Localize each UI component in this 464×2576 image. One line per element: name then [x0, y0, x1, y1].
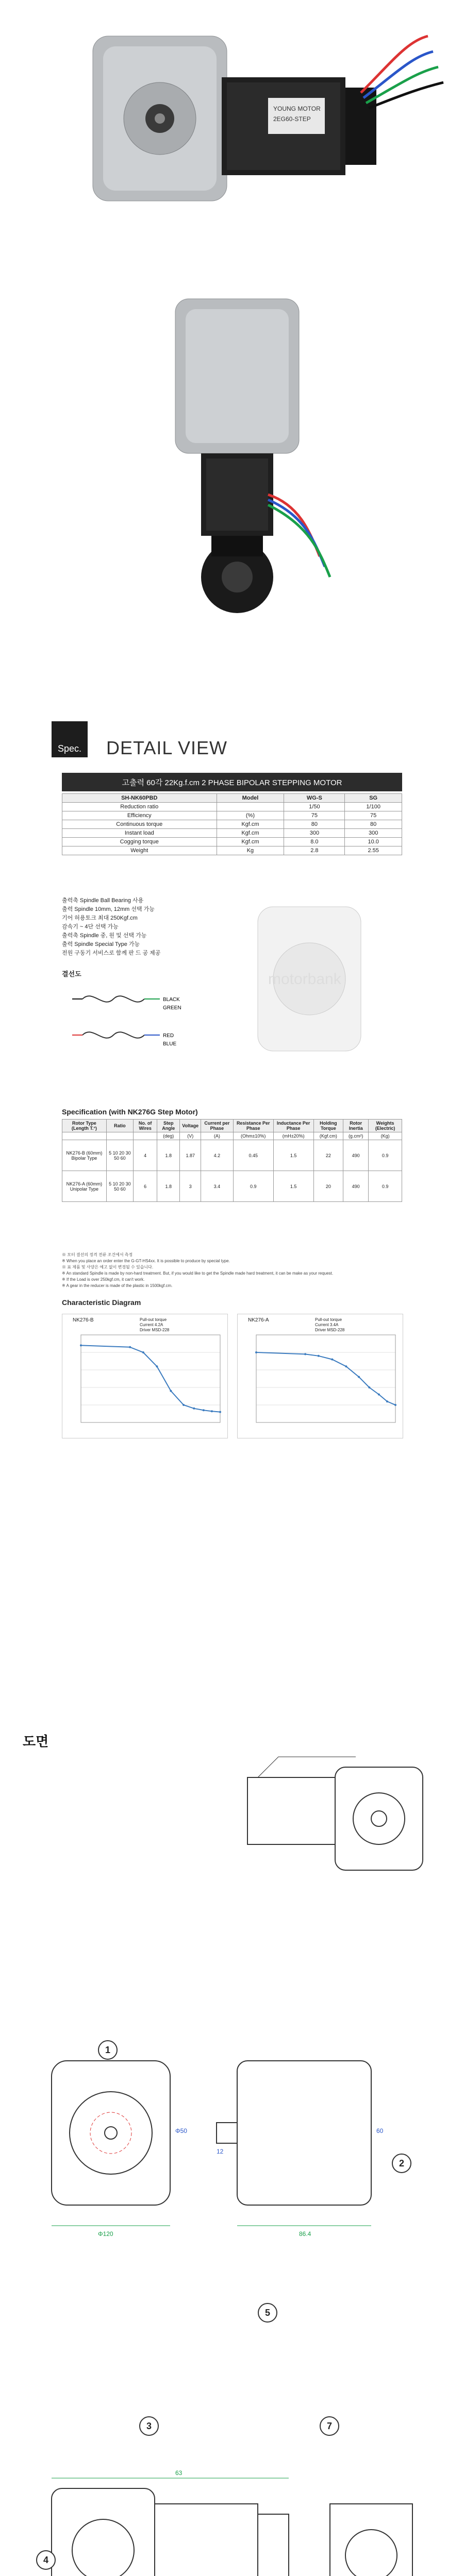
table-header-cell: Resistance Per Phase [233, 1120, 273, 1132]
chart-point [183, 1404, 185, 1406]
table-header-cell: Holding Torque [313, 1120, 343, 1132]
table-header-cell: SH-NK60PBD [62, 794, 217, 803]
table-cell: 2.8 [284, 846, 345, 855]
table-cell: 22 [313, 1140, 343, 1171]
drawing-iso-view [227, 1747, 443, 1901]
table-cell [134, 1132, 157, 1140]
table-cell: (V) [180, 1132, 201, 1140]
table-header-cell: Current per Phase [201, 1120, 233, 1132]
footnote: ※ If the Load is over 250kgf.cm, it can't work. [62, 1277, 145, 1282]
spec-table [62, 793, 402, 855]
spec-table-caption: 고출력 60각 22Kg.f.cm 2 PHASE BIPOLAR STEPPING MOTOR [62, 773, 402, 791]
chart-left [62, 1314, 228, 1438]
table-cell: 1.5 [273, 1171, 313, 1202]
footnote: ※ An standard Spindle is made by non-hard treatment. But, if you would like to get the Spindle made hard treatment, it can be make as your request. [62, 1271, 334, 1276]
table-row [62, 846, 402, 855]
dim-label: 60 [376, 2127, 384, 2134]
chart-legend-item: Current 4.2A [140, 1323, 163, 1327]
note-item: 감속기 ~ 4단 선택 가능 [62, 924, 119, 930]
chart-legend-item: Pull-out torque [140, 1317, 167, 1322]
table-cell: 75 [345, 811, 402, 820]
chart-point [193, 1408, 195, 1410]
table-cell: Cogging torque [62, 838, 217, 846]
notes-list [62, 896, 237, 958]
table-cell: Kgf.cm [217, 829, 284, 838]
table-header-cell: WG-S [284, 794, 345, 803]
note-item: 출력축 Spindle Ball Bearing 사용 [62, 897, 144, 904]
table-row [62, 838, 402, 846]
table-cell: (deg) [157, 1132, 180, 1140]
motor-spec-table [62, 1119, 402, 1202]
table-cell: 1.5 [273, 1140, 313, 1171]
table-row [62, 1171, 402, 1202]
table-cell: 490 [343, 1171, 369, 1202]
table-header-cell: No. of Wires [134, 1120, 157, 1132]
table-cell: 2.55 [345, 846, 402, 855]
table-cell: 300 [284, 829, 345, 838]
wire-label: GREEN [163, 1005, 181, 1011]
chart-legend-item: Current 3.4A [315, 1323, 339, 1327]
chart-point [255, 1351, 257, 1353]
table-cell: 6 [134, 1171, 157, 1202]
table-cell: Reduction ratio [62, 803, 217, 811]
table-cell: (mH±20%) [273, 1132, 313, 1140]
characteristic-heading: Characteristic Diagram [62, 1298, 141, 1307]
chart-point [318, 1355, 320, 1357]
table-cell: 1/50 [284, 803, 345, 811]
table-row [62, 1120, 402, 1132]
table-cell: Kgf.cm [217, 838, 284, 846]
table-header-cell: Voltage [180, 1120, 201, 1132]
table-cell: 3.4 [201, 1171, 233, 1202]
table-cell: 1.8 [157, 1140, 180, 1171]
footnote: ※ 표 제품 및 사양은 예고 없이 변경될 수 있습니다. [62, 1265, 154, 1269]
chart-point [203, 1409, 205, 1411]
table-cell: (Kgf.cm) [313, 1132, 343, 1140]
motor-spec-footnotes [62, 1252, 402, 1289]
chart-point [358, 1376, 360, 1378]
table-cell: (%) [217, 811, 284, 820]
chart-point [394, 1404, 396, 1406]
spec-table-wrap [62, 793, 402, 855]
table-header-cell: Rotor Type (Length T.°) [62, 1120, 107, 1132]
dim-label: 12 [217, 2148, 224, 2155]
dim-label: Φ120 [98, 2230, 113, 2238]
wire-label: RED [163, 1033, 174, 1039]
table-cell: Weight [62, 846, 217, 855]
table-cell: Instant load [62, 829, 217, 838]
table-cell [217, 803, 284, 811]
drawing-section-view [21, 2458, 443, 2576]
callout-3: 3 [139, 2416, 159, 2436]
wiring-schematic [62, 978, 217, 1097]
table-cell: Kg [217, 846, 284, 855]
table-cell: 20 [313, 1171, 343, 1202]
chart-point [386, 1400, 388, 1402]
chart-point [80, 1344, 82, 1346]
table-header-cell: Ratio [106, 1120, 133, 1132]
note-item: 출력 Spindle 10mm, 12mm 선택 가능 [62, 906, 155, 912]
table-cell: NK276-B (60mm) Bipolar Type [62, 1140, 107, 1171]
chart-point [304, 1353, 306, 1355]
table-cell: 1.87 [180, 1140, 201, 1171]
chart-right-title: NK276-A [248, 1317, 269, 1323]
table-row [62, 794, 402, 803]
watermark-text: motorbank [268, 971, 341, 988]
table-cell: 4 [134, 1140, 157, 1171]
callout-2: 2 [392, 2154, 411, 2173]
table-row [62, 811, 402, 820]
table-cell: 3 [180, 1171, 201, 1202]
table-row [62, 1132, 402, 1140]
callout-5: 5 [258, 2303, 277, 2323]
table-cell: 0.9 [369, 1171, 402, 1202]
wire-label: BLUE [163, 1041, 177, 1047]
chart-point [170, 1390, 172, 1392]
chart-point [211, 1410, 213, 1412]
product-photo-1 [0, 0, 464, 289]
gearbox-sketch [227, 886, 402, 1082]
note-item: 기어 허용토크 최대 250Kgf.cm [62, 915, 138, 921]
chart-left-plot [62, 1314, 227, 1438]
table-header-cell: Step Angle [157, 1120, 180, 1132]
motor-spec-wrap [62, 1119, 402, 1202]
dim-label: Φ50 [175, 2127, 187, 2134]
chart-axes [256, 1335, 395, 1422]
iso-gearmotor-drawing [227, 1747, 443, 1901]
chart-right-plot [238, 1314, 403, 1438]
detail-view-title: DETAIL VIEW [106, 737, 228, 758]
callout-7: 7 [320, 2416, 339, 2436]
table-cell: (Kg) [369, 1132, 402, 1140]
table-cell: 75 [284, 811, 345, 820]
note-item: 전원 구동기 서비스로 함께 판 드 공 제공 [62, 950, 161, 956]
wiring-diagram [62, 969, 217, 1103]
table-cell: (Ohm±10%) [233, 1132, 273, 1140]
gearmotor-photo-vertical [0, 289, 464, 649]
table-row [62, 803, 402, 811]
table-cell: Kgf.cm [217, 820, 284, 829]
chart-point [156, 1365, 158, 1367]
dim-label: 86.4 [299, 2230, 311, 2238]
table-header-cell: Inductance Per Phase [273, 1120, 313, 1132]
chart-left-title: NK276-B [73, 1317, 94, 1323]
note-item: 출력축 Spindle 중, 원 및 선택 가능 [62, 933, 147, 939]
table-cell: Efficiency [62, 811, 217, 820]
table-cell: 4.2 [201, 1140, 233, 1171]
drawing-front-side [21, 2030, 443, 2298]
table-cell [62, 1132, 107, 1140]
footnote: ※ A gear in the reducer is made of the plastic in 1500kgf.cm. [62, 1283, 173, 1288]
chart-point [378, 1394, 380, 1396]
table-cell [106, 1132, 133, 1140]
table-cell: 10.0 [345, 838, 402, 846]
footnote: ※ When you place an order enter the G-GT-HS4xx. It is possible to produce by special type. [62, 1259, 230, 1263]
callout-1: 1 [98, 2040, 118, 2060]
table-row [62, 829, 402, 838]
chart-right [237, 1314, 403, 1438]
table-cell: 0.9 [369, 1140, 402, 1171]
gearmotor-photo-top [0, 0, 464, 289]
table-row [62, 1140, 402, 1171]
footnote: ※ 모터 결선의 정격 전류 조건에서 측정 [62, 1252, 133, 1257]
spec-badge-label: Spec. [57, 743, 82, 754]
front-side-drawing [21, 2030, 443, 2298]
table-cell: Continuous torque [62, 820, 217, 829]
chart-point [219, 1411, 221, 1413]
table-cell: 0.45 [233, 1140, 273, 1171]
table-row [62, 820, 402, 829]
table-cell: 80 [345, 820, 402, 829]
chart-series-line [81, 1345, 220, 1412]
table-cell: NK276-A (60mm) Unipolar Type [62, 1171, 107, 1202]
table-cell: 1.8 [157, 1171, 180, 1202]
drawing-title: 도면 [23, 1734, 49, 1749]
wire-label: BLACK [163, 997, 180, 1003]
table-cell: 8.0 [284, 838, 345, 846]
chart-series-line [256, 1352, 395, 1405]
chart-point [129, 1346, 131, 1348]
table-cell: 300 [345, 829, 402, 838]
table-cell: 5 10 20 30 50 60 [106, 1171, 133, 1202]
table-cell: 0.9 [233, 1171, 273, 1202]
section-drawing [21, 2458, 443, 2576]
motor-spec-heading: Specification (with NK276G Step Motor) [62, 1108, 198, 1116]
chart-point [368, 1386, 370, 1388]
chart-legend-item: Driver MSD-228 [140, 1328, 170, 1332]
chart-point [345, 1365, 347, 1367]
chart-point [331, 1359, 333, 1361]
note-item: 출력 Spindle Special Type 가능 [62, 941, 140, 947]
chart-legend-item: Pull-out torque [315, 1317, 342, 1322]
sticker-part: 2EG60-STEP [273, 115, 311, 123]
table-cell: 80 [284, 820, 345, 829]
wiring-title: 결선도 [62, 970, 81, 978]
chart-legend-item: Driver MSD-228 [315, 1328, 345, 1332]
spec-badge [52, 721, 88, 757]
table-header-cell: Rotor Inertia [343, 1120, 369, 1132]
table-cell: 1/100 [345, 803, 402, 811]
table-cell: (g.cm²) [343, 1132, 369, 1140]
dim-label: 63 [175, 2469, 183, 2477]
table-header-cell: Weights (Electric) [369, 1120, 402, 1132]
table-header-cell: SG [345, 794, 402, 803]
gearbox-outline [227, 886, 402, 1082]
table-header-cell: Model [217, 794, 284, 803]
sticker-brand: YOUNG MOTOR [273, 105, 321, 112]
callout-4: 4 [36, 2550, 56, 2570]
table-cell: (A) [201, 1132, 233, 1140]
chart-point [142, 1351, 144, 1353]
table-cell: 5 10 20 30 50 60 [106, 1140, 133, 1171]
table-cell: 490 [343, 1140, 369, 1171]
product-photo-2 [0, 289, 464, 649]
